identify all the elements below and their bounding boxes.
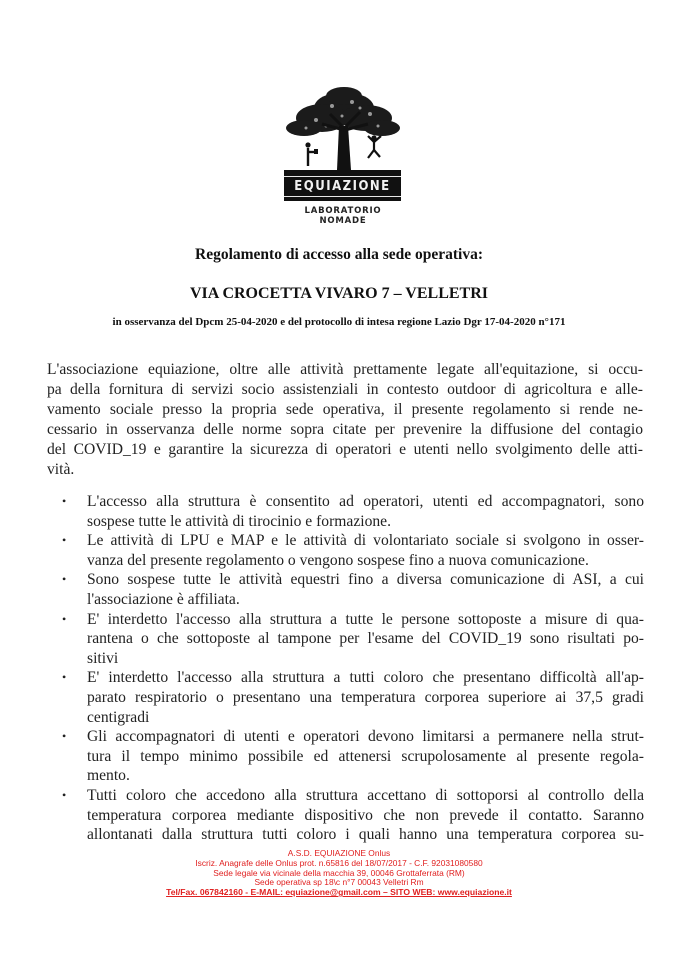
rule-line: sospese tutte le attività di tirocinio e formazione. [87,512,391,530]
rule-item [62,492,644,531]
bullet-icon: • [62,611,67,626]
footer-operating-address: Sede operativa sp 18\c n°7 00043 Velletri Rm [254,877,424,888]
footer-legal-address: Sede legale via vicinale della macchia 39, 00046 Grottaferrata (RM) [213,867,465,878]
rule-line: allontanati dalla struttura tutti coloro i quali hanno una temperatura corporea su- [87,826,644,844]
bullet-icon: • [62,494,67,508]
rule-line: mento. [87,767,130,785]
rule-line: Gli accompagnatori di utenti e operatori devono limitarsi a permanere nella strut- [87,728,644,746]
intro-line: vamento sociale presso la propria sede operativa, il presente regolamento si rende ne- [47,401,643,418]
rule-line: Tutti coloro che accedono alla struttura accettano di sottoporsi al controllo della [87,786,644,804]
equiazione-logo [282,86,404,226]
rule-line: rantena o che sottoposte al tampone per l'esame del COVID_19 sono risultati po- [87,630,644,648]
intro-line: pa della fornitura di servizi socio assistenziali in contesto outdoor di agricoltura e alle- [47,381,643,398]
intro-line: L'associazione equiazione, oltre alle attività prettamente legate all'equitazione, si occu- [47,361,643,378]
intro-line: cessario in osservanza delle norme sopra citate per prevenire la diffusione del contagio [47,421,643,438]
document-title: Regolamento di accesso alla sede operativa: [195,246,483,263]
bullet-icon: • [62,533,67,548]
bullet-icon: • [62,729,67,744]
rule-line: temperatura corporea mediante dispositivo che non prevede il contatto. Saranno [87,806,644,824]
rule-item [62,570,644,609]
rules-list [62,492,644,845]
rule-line: Le attività di LPU e MAP e le attività di volontariato sociale si svolgono in osser- [87,532,644,550]
footer-org: A.S.D. EQUIAZIONE Onlus [287,848,391,858]
address-heading: VIA CROCETTA VIVARO 7 – VELLETRI [189,285,488,302]
rule-line: L'accesso alla struttura è consentito ad operatori, utenti ed accompagnatori, sono [87,493,644,510]
rule-item [62,531,644,570]
rule-line: parato respiratorio o presentano una temperatura corporea superiore ai 37,5 gradi [87,688,644,706]
tree-with-figures-icon [282,86,404,172]
rule-line: tura il tempo minimo possibile ed attenersi scrupolosamente al presente regola- [87,747,644,765]
footer [0,849,678,898]
rule-item [62,727,644,786]
rule-line: sitivi [87,649,119,667]
footer-registration: Iscriz. Anagrafe delle Onlus prot. n.65816 del 18/07/2017 - C.F. 92031080580 [195,857,483,868]
footer-contact-link[interactable]: Tel/Fax. 067842160 - E-MAIL: equiazione@gmail.com – SITO WEB: www.equiazione.it [166,887,512,898]
intro-paragraph [47,360,643,480]
intro-line: vità. [47,461,75,478]
logo-subtitle: LABORATORIO NOMADE [304,206,382,226]
rule-line: E' interdetto l'accesso alla struttura a tutti coloro che presentano difficoltà all'ap- [87,669,644,687]
rule-line: vanza del presente regolamento o vengono sospese fino a nuova comunicazione. [87,551,589,569]
legal-reference: in osservanza del Dpcm 25-04-2020 e del protocollo di intesa regione Lazio Dgr 17-04-2020 n°171 [112,316,566,328]
rule-line: E' interdetto l'accesso alla struttura a tutte le persone sottoposte a misure di qua- [87,610,644,628]
intro-line: del COVID_19 e garantire la sicurezza di operatori e utenti nello svolgimento delle atti- [47,441,643,458]
logo-banner [284,170,401,201]
rule-item [62,610,644,669]
bullet-icon: • [62,787,67,802]
rule-item [62,786,644,845]
rule-item [62,668,644,727]
bullet-icon: • [62,670,67,685]
bullet-icon: • [62,572,67,587]
logo-name: EQUIAZIONE [294,179,391,194]
rule-line: l'associazione è affiliata. [87,590,240,608]
rule-line: centigradi [87,708,150,726]
rule-line: Sono sospese tutte le attività equestri fino a diversa comunicazione di ASI, a cui [87,571,644,589]
